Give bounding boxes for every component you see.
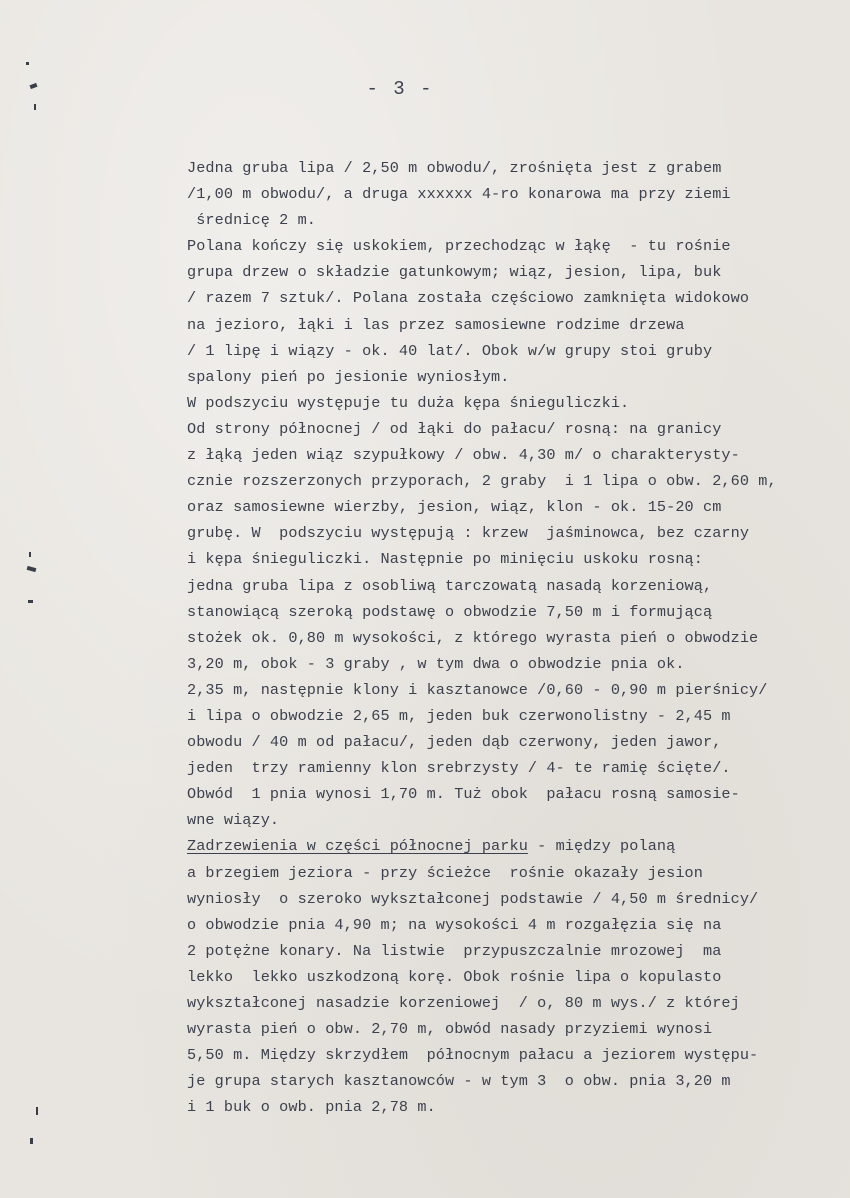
text-line: i kępa śnieguliczki. Następnie po minięciu uskoku rosną: (187, 550, 703, 569)
text-line: 2,35 m, następnie klony i kasztanowce /0,60 - 0,90 m pierśnicy/ (187, 680, 768, 699)
text-line: stanowiącą szeroką podstawę o obwodzie 7,50 m i formującą (187, 602, 713, 621)
punch-hole-mark (36, 1107, 38, 1115)
text-line: wyniosły o szeroko wykształconej podstawie / 4,50 m średnicy/ (187, 889, 759, 908)
text-line: jedna gruba lipa z osobliwą tarczowatą nasadą korzeniową, (187, 576, 713, 595)
text-line: i 1 buk o owb. pnia 2,78 m. (187, 1098, 436, 1117)
text-line: z łąką jeden wiąz szypułkowy / obw. 4,30 m/ o charakterysty- (187, 446, 740, 465)
text-line: 5,50 m. Między skrzydłem północnym pałacu a jeziorem występu- (187, 1046, 759, 1065)
text-line: W podszyciu występuje tu duża kępa śnieguliczki. (187, 393, 630, 412)
text-line: cznie rozszerzonych przyporach, 2 graby i 1 lipa o obw. 2,60 m, (187, 472, 777, 491)
text-line: stożek ok. 0,80 m wysokości, z którego wyrasta pień o obwodzie (187, 628, 759, 647)
text-line: i lipa o obwodzie 2,65 m, jeden buk czerwonolistny - 2,45 m (187, 706, 731, 725)
text-line: spalony pień po jesionie wyniosłym. (187, 367, 510, 386)
text-line: Polana kończy się uskokiem, przechodząc w łąkę - tu rośnie (187, 237, 731, 256)
page-number: - 3 - (366, 78, 434, 100)
text-line: na jezioro, łąki i las przez samosiewne rodzime drzewa (187, 315, 685, 334)
text-line: Obwód 1 pnia wynosi 1,70 m. Tuż obok pałacu rosną samosie- (187, 785, 740, 804)
text-line: 3,20 m, obok - 3 graby , w tym dwa o obwodzie pnia ok. (187, 654, 685, 673)
typewritten-body (187, 155, 827, 1120)
section-heading: Zadrzewienia w części północnej parku (187, 837, 528, 856)
punch-hole-mark (27, 566, 37, 572)
text-line: Od strony północnej / od łąki do pałacu/ rosną: na granicy (187, 419, 722, 438)
text-line: jeden trzy ramienny klon srebrzysty / 4- te ramię ścięte/. (187, 759, 731, 778)
section-heading-line (187, 833, 827, 859)
text-line: Jedna gruba lipa / 2,50 m obwodu/, zrośnięta jest z grabem (187, 159, 722, 177)
text-line: wykształconej nasadzie korzeniowej / o, 80 m wys./ z której (187, 994, 740, 1012)
punch-hole-mark (30, 1138, 33, 1144)
punch-hole-mark (26, 62, 29, 65)
text-line: średnicę 2 m. (187, 211, 316, 230)
text-line: oraz samosiewne wierzby, jesion, wiąz, klon - ok. 15-20 cm (187, 498, 722, 517)
text-line: /1,00 m obwodu/, a druga xxxxxx 4-ro konarowa ma przy ziemi (187, 185, 731, 204)
text-line: grubę. W podszyciu występują : krzew jaśminowca, bez czarny (187, 524, 750, 543)
section-heading-rest: - między polaną (527, 837, 676, 856)
punch-hole-mark (28, 600, 33, 603)
text-line: o obwodzie pnia 4,90 m; na wysokości 4 m rozgałęzia się na (187, 915, 722, 934)
text-line: lekko lekko uszkodzoną korę. Obok rośnie lipa o kopulasto (187, 967, 722, 986)
text-line: / razem 7 sztuk/. Polana została częściowo zamknięta widokowo (187, 289, 750, 308)
punch-hole-mark (29, 552, 31, 557)
text-line: grupa drzew o składzie gatunkowym; wiąz, jesion, lipa, buk (187, 263, 722, 282)
text-line: 2 potężne konary. Na listwie przypuszczalnie mrozowej ma (187, 941, 722, 960)
text-line: obwodu / 40 m od pałacu/, jeden dąb czerwony, jeden jawor, (187, 733, 722, 752)
text-line: je grupa starych kasztanowców - w tym 3 o obw. pnia 3,20 m (187, 1072, 731, 1091)
punch-hole-mark (34, 104, 36, 110)
text-line: wyrasta pień o obw. 2,70 m, obwód nasady przyziemi wynosi (187, 1020, 713, 1039)
text-line: / 1 lipę i wiązy - ok. 40 lat/. Obok w/w grupy stoi gruby (187, 341, 713, 360)
text-line: a brzegiem jeziora - przy ścieżce rośnie okazały jesion (187, 863, 703, 882)
text-line: wne wiązy. (187, 811, 280, 830)
